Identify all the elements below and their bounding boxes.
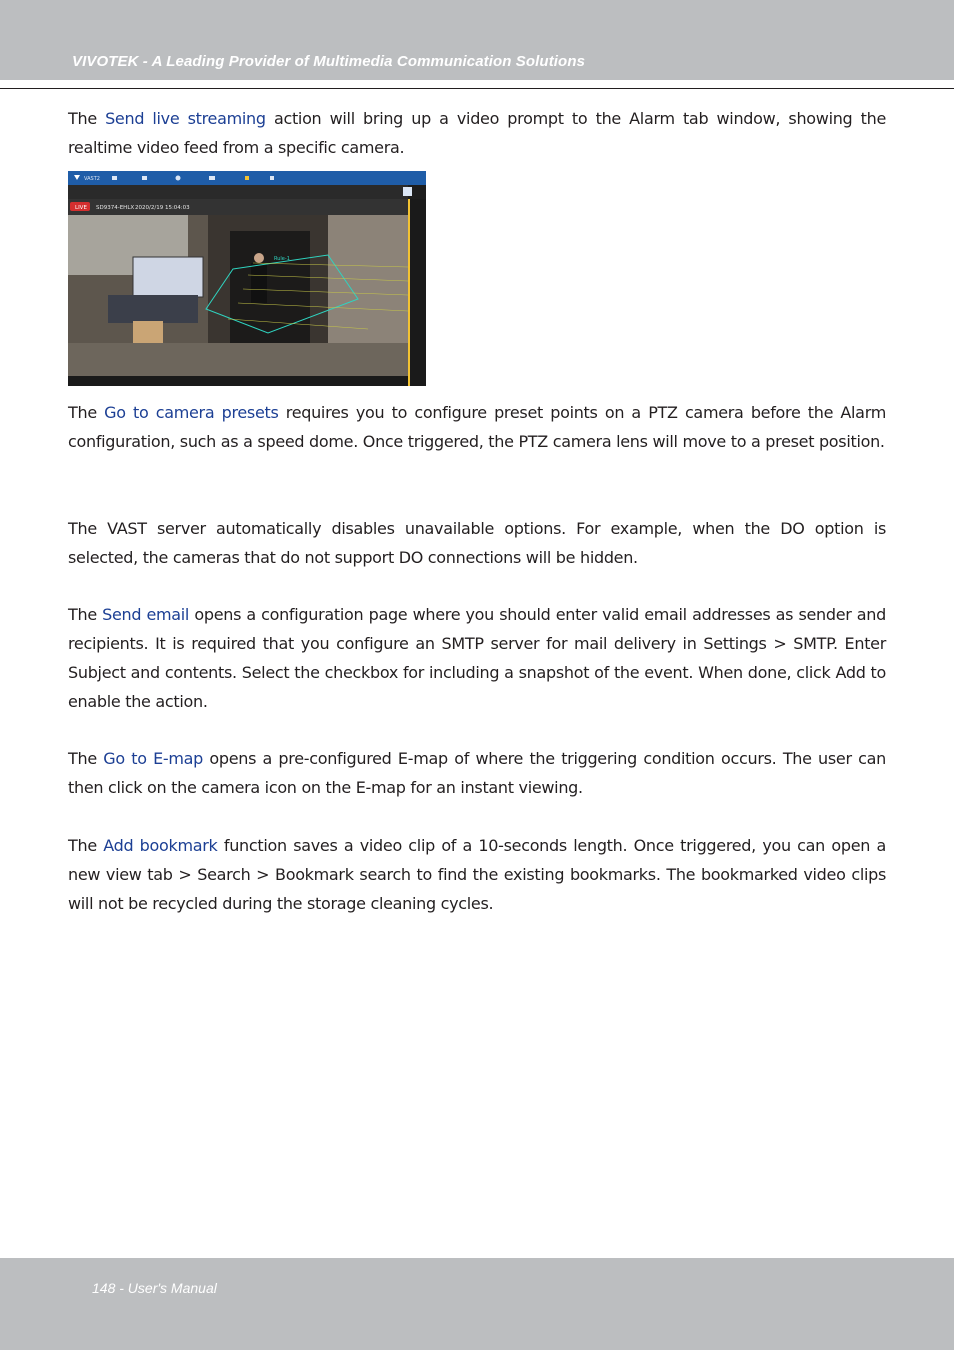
toolbar-alarm-icon[interactable]	[245, 176, 249, 180]
header-divider	[0, 88, 954, 89]
live-streaming-screenshot	[68, 171, 426, 386]
page-number: 148 - User's Manual	[92, 1280, 217, 1296]
scene-cardboard-box	[133, 321, 163, 343]
toolbar-icon-2[interactable]	[142, 176, 147, 180]
toolbar-icon-4[interactable]	[209, 176, 215, 180]
page-footer	[0, 1258, 954, 1350]
toolbar-icon-6[interactable]	[270, 176, 274, 180]
toolbar-icon-1[interactable]	[112, 176, 117, 180]
paragraph-send-email: The Send email opens a configuration page where you should enter valid email addresses as sender and recipients. It is required that you configure an SMTP server for mail delivery in Settings > SMTP. Enter Subject and contents. Select the checkbox for including a snapshot of the event. When done, click Add to enable the action.	[68, 605, 886, 711]
camera-name: SD9374-EHLX	[96, 205, 135, 211]
link-send-email[interactable]: Send email	[102, 605, 190, 624]
live-badge-label: LIVE	[75, 205, 87, 211]
scene-person	[251, 263, 267, 303]
page-header	[0, 0, 954, 80]
video-bottom-bar	[68, 376, 408, 386]
link-send-live-streaming[interactable]: Send live streaming	[105, 109, 266, 128]
side-panel	[408, 199, 426, 386]
link-go-to-e-map[interactable]: Go to E-map	[103, 749, 203, 768]
screenshot-illustration	[68, 171, 426, 386]
header-title: VIVOTEK - A Leading Provider of Multimedia Communication Solutions	[72, 53, 586, 70]
paragraph-send-live-streaming: The Send live streaming action will bring up a video prompt to the Alarm tab window, showing the realtime video feed from a specific camera.	[68, 109, 886, 157]
scene-floor	[68, 343, 408, 376]
paragraph-go-to-camera-presets: The Go to camera presets requires you to configure preset points on a PTZ camera before the Alarm configuration, such as a speed dome. Once triggered, the PTZ camera lens will move to a preset position.	[68, 403, 886, 451]
paragraph-vast-server: The VAST server automatically disables unavailable options. For example, when the DO option is selected, the cameras that do not support DO connections will be hidden.	[68, 519, 886, 567]
screenshot-app-name: VAST2	[84, 176, 100, 182]
scene-person-head	[254, 253, 264, 263]
layout-grid-icon[interactable]	[403, 187, 412, 196]
paragraph-add-bookmark: The Add bookmark function saves a video clip of a 10-seconds length. Once triggered, you can open a new view tab > Search > Bookmark search to find the existing bookmarks. The bookmarked video clips will not be recycled during the storage cleaning cycles.	[68, 836, 886, 913]
side-panel-highlight	[408, 199, 410, 386]
toolbar-gear-icon[interactable]	[176, 176, 181, 181]
paragraph-go-to-e-map: The Go to E-map opens a pre-configured E-map of where the triggering condition occurs. The user can then click on the camera icon on the E-map for an instant viewing.	[68, 749, 886, 797]
camera-timestamp: 2020/2/19 15:04:03	[135, 205, 190, 211]
scene-monitor	[133, 257, 203, 297]
scene-boxes	[108, 295, 198, 323]
detection-rule-label: Rule-1	[274, 256, 290, 262]
link-go-to-camera-presets[interactable]: Go to camera presets	[104, 403, 279, 422]
scene-door	[230, 231, 310, 343]
view-tab-bar	[68, 185, 408, 199]
link-add-bookmark[interactable]: Add bookmark	[103, 836, 218, 855]
